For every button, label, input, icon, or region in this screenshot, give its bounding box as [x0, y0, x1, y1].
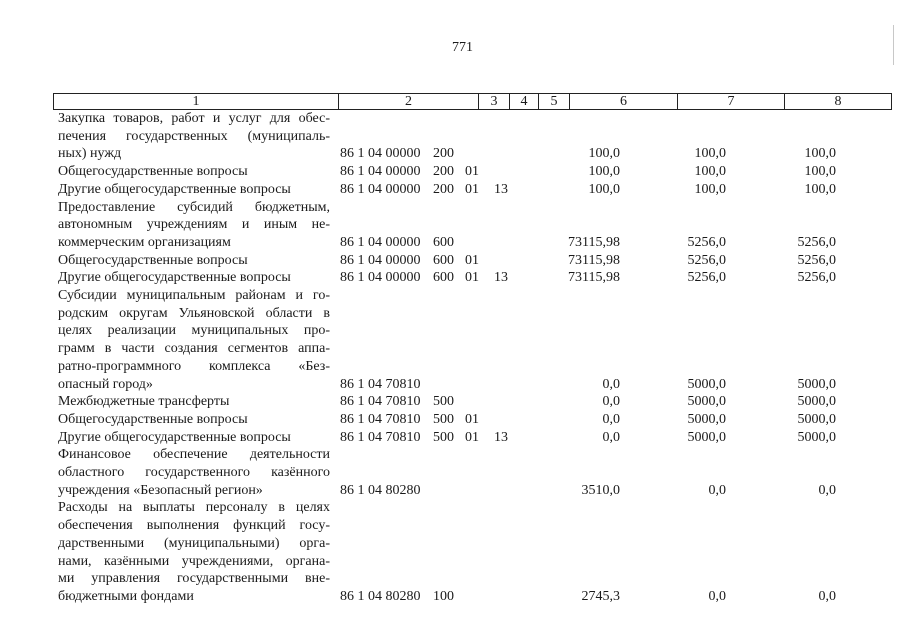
row-code: 86 1 04 80280 [340, 588, 421, 604]
table-row [0, 464, 905, 482]
row-value-7: 0,0 [708, 482, 726, 498]
table-row [0, 535, 905, 553]
row-code: 86 1 04 70810 [340, 376, 421, 392]
row-description: ратно-программного комплекса «Без- [58, 358, 330, 374]
row-value-8: 5256,0 [797, 234, 836, 250]
row-value-8: 100,0 [804, 164, 836, 180]
row-code: 86 1 04 70810 [340, 411, 421, 427]
row-description: бюджетными фондами [58, 588, 194, 604]
row-value-8: 5000,0 [797, 429, 836, 445]
table-row [0, 128, 905, 146]
row-col-3: 200 [433, 181, 454, 197]
row-value-7: 5000,0 [687, 411, 726, 427]
table-row [0, 358, 905, 376]
row-value-6: 0,0 [602, 394, 620, 410]
row-value-8: 5000,0 [797, 411, 836, 427]
row-value-6: 2745,3 [581, 588, 620, 604]
row-value-7: 100,0 [694, 181, 726, 197]
row-value-7: 5256,0 [687, 270, 726, 286]
row-value-7: 5000,0 [687, 376, 726, 392]
row-col-5: 13 [494, 429, 508, 445]
row-value-7: 5000,0 [687, 429, 726, 445]
row-description: грамм в части создания сегментов аппа- [58, 341, 330, 357]
table-row [0, 499, 905, 517]
page-number: 771 [452, 40, 473, 55]
row-code: 86 1 04 00000 [340, 234, 421, 250]
header-col-1: 1 [53, 93, 339, 110]
table-row [0, 376, 905, 394]
table-row [0, 393, 905, 411]
row-description: ми управления государственными вне- [58, 571, 330, 587]
row-value-6: 100,0 [588, 181, 620, 197]
table-row [0, 482, 905, 500]
row-col-3: 500 [433, 394, 454, 410]
row-description: Субсидии муниципальным районам и го- [58, 288, 330, 303]
table-row [0, 252, 905, 270]
row-col-4: 01 [465, 270, 479, 286]
table-row [0, 163, 905, 181]
table-row [0, 216, 905, 234]
table-row [0, 287, 905, 305]
row-description: ных) нужд [58, 146, 122, 162]
row-value-8: 0,0 [818, 482, 836, 498]
table-row [0, 145, 905, 163]
row-value-8: 5000,0 [797, 394, 836, 410]
row-description: Общегосударственные вопросы [58, 411, 248, 427]
table-row [0, 110, 905, 128]
row-value-6: 3510,0 [581, 482, 620, 498]
row-value-8: 5000,0 [797, 376, 836, 392]
row-code: 86 1 04 80280 [340, 482, 421, 498]
row-value-8: 100,0 [804, 181, 836, 197]
table-row [0, 570, 905, 588]
row-value-7: 0,0 [708, 588, 726, 604]
row-col-3: 200 [433, 164, 454, 180]
row-value-6: 73115,98 [568, 234, 620, 250]
table-row [0, 517, 905, 535]
row-description: Другие общегосударственные вопросы [58, 429, 291, 445]
table-row [0, 269, 905, 287]
row-value-6: 0,0 [602, 376, 620, 392]
table-row [0, 588, 905, 606]
table-row [0, 234, 905, 252]
table-row [0, 553, 905, 571]
row-description: обеспечения выполнения функций госу- [58, 518, 330, 534]
row-value-6: 73115,98 [568, 252, 620, 268]
row-code: 86 1 04 00000 [340, 270, 421, 286]
row-col-3: 200 [433, 146, 454, 162]
row-col-3: 600 [433, 252, 454, 268]
row-description: нами, казёнными учреждениями, органа- [58, 553, 330, 569]
row-description: Закупка товаров, работ и услуг для обес- [58, 111, 330, 126]
row-description: областного государственного казённого [58, 465, 330, 480]
row-value-7: 5256,0 [687, 234, 726, 250]
table-row [0, 340, 905, 358]
header-col-3: 3 [479, 93, 510, 110]
row-value-7: 5256,0 [687, 252, 726, 268]
table-row [0, 305, 905, 323]
header-col-5: 5 [539, 93, 570, 110]
row-col-4: 01 [465, 411, 479, 427]
row-description: печения государственных (муниципаль- [58, 128, 330, 144]
row-description: Общегосударственные вопросы [58, 252, 248, 268]
row-description: Предоставление субсидий бюджетным, [58, 199, 330, 215]
row-description: автономным учреждениям и иным не- [58, 217, 330, 233]
row-code: 86 1 04 00000 [340, 252, 421, 268]
table-row [0, 429, 905, 447]
row-description: дарственными (муниципальными) орга- [58, 535, 330, 551]
table-row [0, 199, 905, 217]
row-value-6: 100,0 [588, 164, 620, 180]
row-description: коммерческим организациям [58, 234, 231, 250]
row-description: Общегосударственные вопросы [58, 164, 248, 180]
row-description: Другие общегосударственные вопросы [58, 270, 291, 286]
row-value-8: 5256,0 [797, 270, 836, 286]
row-value-6: 100,0 [588, 146, 620, 162]
row-col-5: 13 [494, 181, 508, 197]
row-col-3: 600 [433, 234, 454, 250]
row-value-8: 0,0 [818, 588, 836, 604]
row-col-3: 100 [433, 588, 454, 604]
row-description: целях реализации муниципальных про- [58, 323, 330, 339]
row-value-7: 5000,0 [687, 394, 726, 410]
header-col-4: 4 [510, 93, 539, 110]
row-col-3: 500 [433, 411, 454, 427]
row-col-5: 13 [494, 270, 508, 286]
row-code: 86 1 04 00000 [340, 146, 421, 162]
row-code: 86 1 04 70810 [340, 394, 421, 410]
row-description: Другие общегосударственные вопросы [58, 181, 291, 197]
row-value-7: 100,0 [694, 146, 726, 162]
row-description: учреждения «Безопасный регион» [58, 482, 263, 498]
table-row [0, 446, 905, 464]
row-col-4: 01 [465, 164, 479, 180]
header-col-6: 6 [570, 93, 678, 110]
table-row [0, 322, 905, 340]
row-code: 86 1 04 00000 [340, 181, 421, 197]
row-description: Расходы на выплаты персоналу в целях [58, 500, 330, 516]
row-value-6: 0,0 [602, 429, 620, 445]
row-description: Финансовое обеспечение деятельности [58, 447, 330, 463]
row-description: опасный город» [58, 376, 153, 392]
row-description: Межбюджетные трансферты [58, 394, 230, 410]
row-value-6: 73115,98 [568, 270, 620, 286]
table-row [0, 181, 905, 199]
row-col-4: 01 [465, 252, 479, 268]
row-col-4: 01 [465, 181, 479, 197]
header-col-8: 8 [785, 93, 892, 110]
row-code: 86 1 04 00000 [340, 164, 421, 180]
row-value-8: 100,0 [804, 146, 836, 162]
row-code: 86 1 04 70810 [340, 429, 421, 445]
row-value-7: 100,0 [694, 164, 726, 180]
table-row [0, 411, 905, 429]
row-col-3: 500 [433, 429, 454, 445]
row-value-8: 5256,0 [797, 252, 836, 268]
row-value-6: 0,0 [602, 411, 620, 427]
row-col-4: 01 [465, 429, 479, 445]
row-col-3: 600 [433, 270, 454, 286]
header-col-7: 7 [678, 93, 785, 110]
row-description: родским округам Ульяновской области в [58, 305, 330, 321]
header-col-2: 2 [339, 93, 479, 110]
